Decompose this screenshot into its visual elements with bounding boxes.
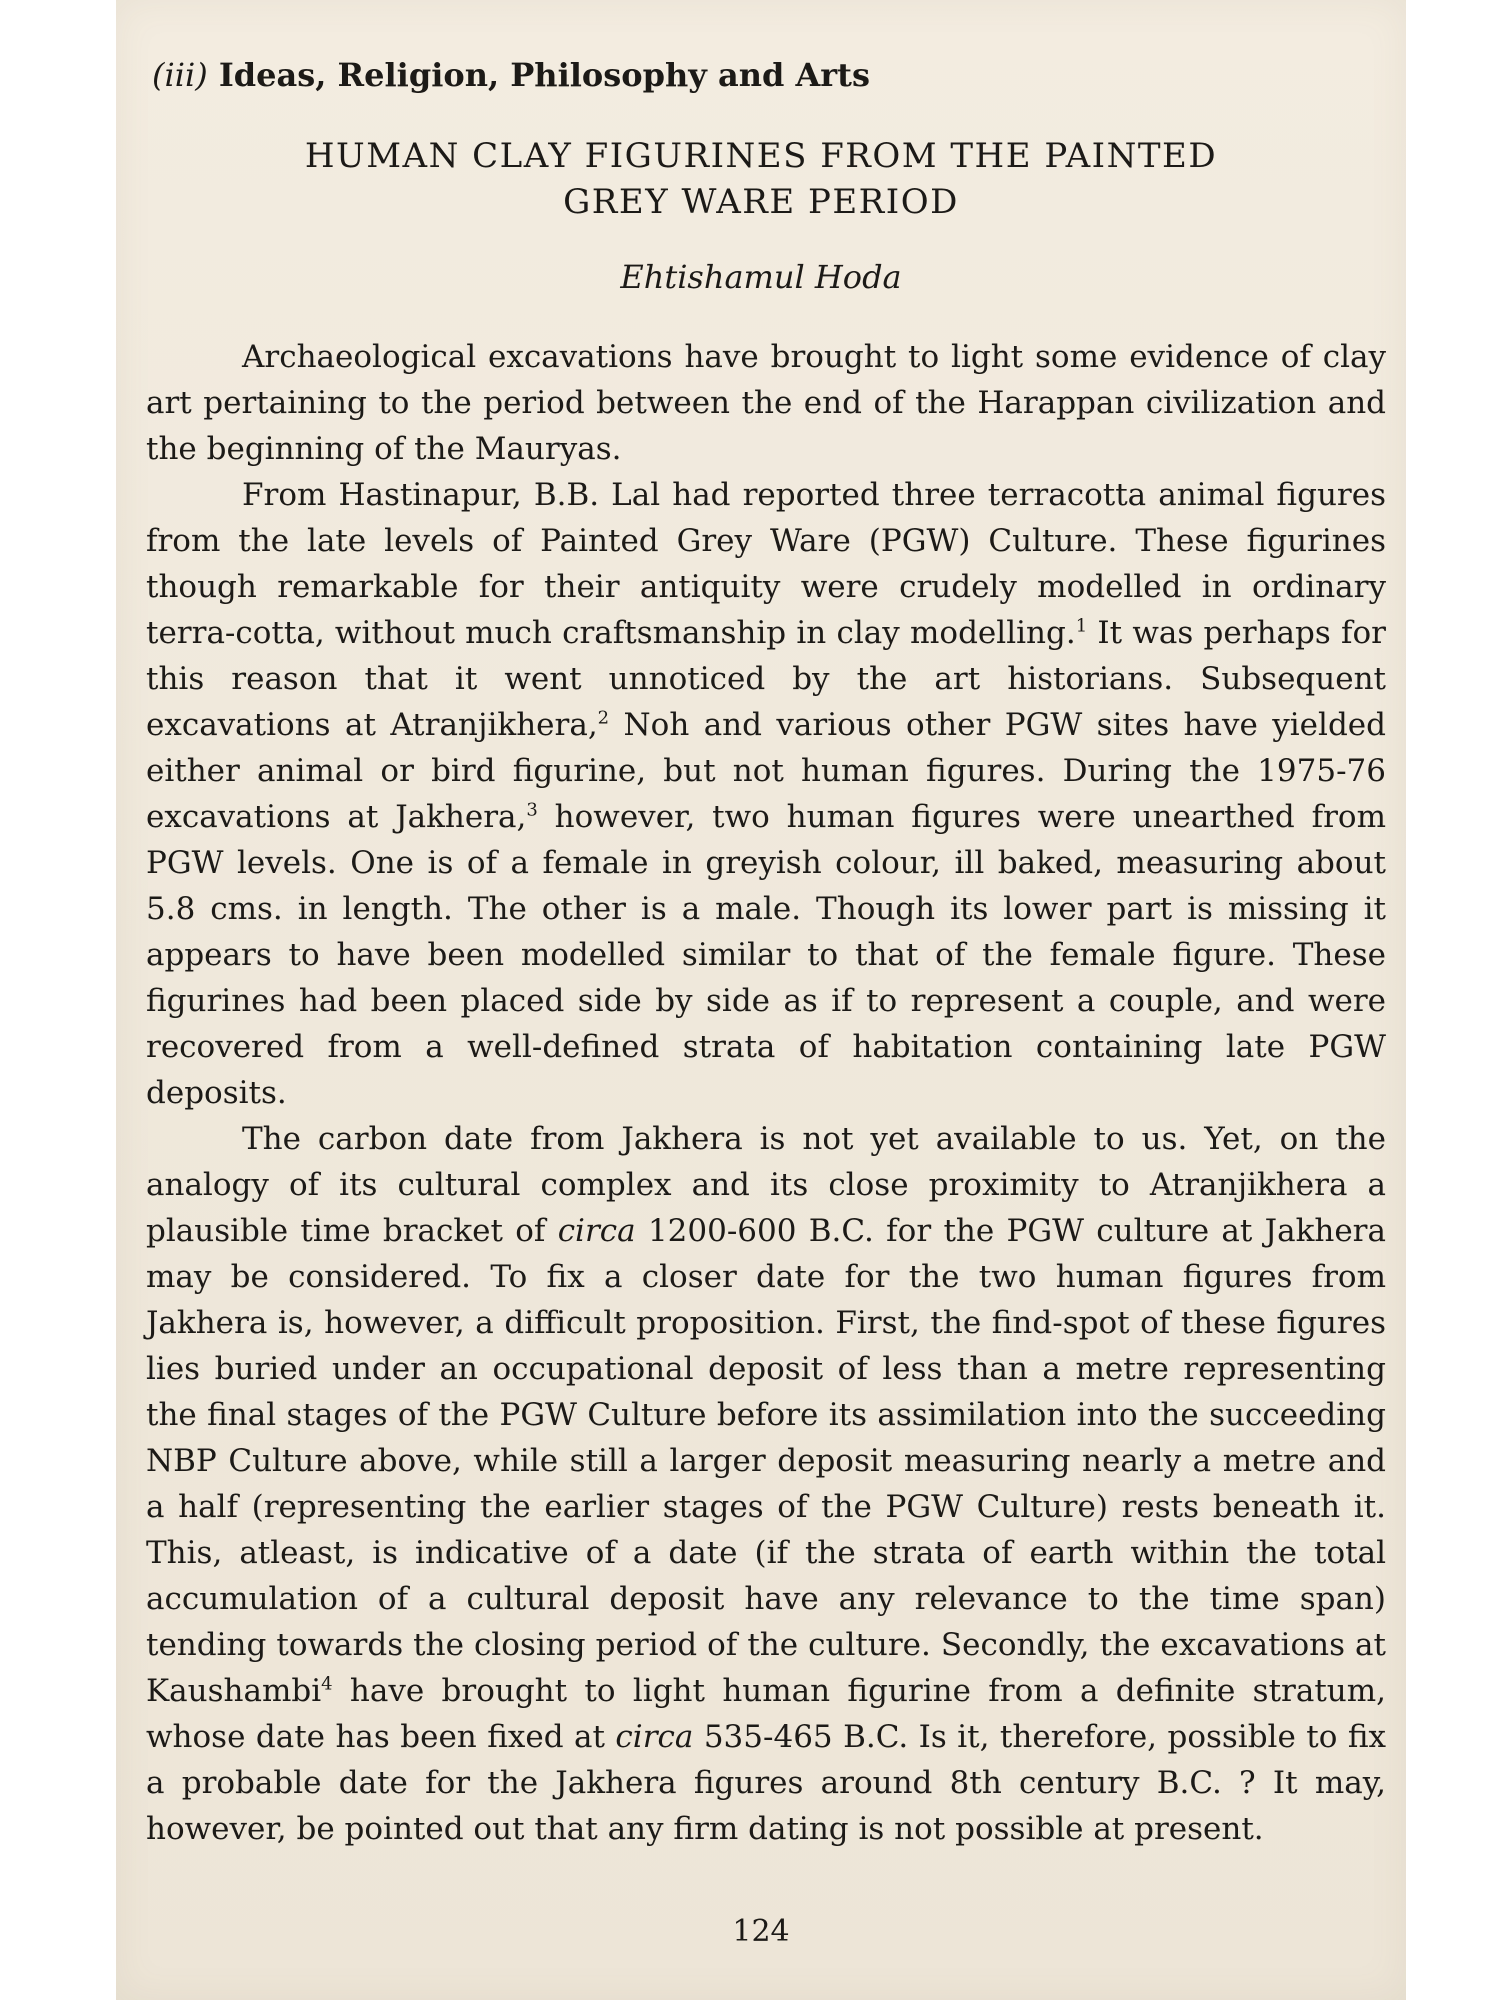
article-title-line-1: HUMAN CLAY FIGURINES FROM THE PAINTED [304, 136, 1218, 176]
page-number: 124 [732, 1914, 790, 1949]
paragraph-2-text-b: It was perhaps for this reason that it went unnoticed by the art historians. Subsequent excavations at Atranjikhera, [146, 615, 1386, 743]
paragraph-3-text-b: 1200-600 B.C. for the PGW culture at Jakhera may be considered. To fix a closer date for the two human figures from Jakhera is, however, a difficult proposition. First, the find-spot of these figures lies buried under an occupational deposit of less than a metre representing the final stages of the PGW Culture before its assimilation into the succeeding NBP Culture above, while still a larger deposit measuring nearly a metre and a half (representing the earlier stages of the PGW Culture) rests beneath it. This, atleast, is indicative of a date (if the strata of earth within the total accumulation of a cultural deposit have any relevance to the time span) tending towards the closing period of the culture. Secondly, the excavations at Kaushambi [146, 1213, 1386, 1709]
section-heading [152, 56, 870, 94]
paragraph-3-text-a: The carbon date from Jakhera is not yet available to us. Yet, on the analogy of its cultural complex and its close proximity to Atranjikhera a plausible time bracket of [146, 1121, 1386, 1249]
book-page [116, 0, 1406, 2000]
article-author: Ehtishamul Hoda [620, 258, 902, 296]
paragraph-2-text-c: Noh and various other PGW sites have yielded either animal or bird figurine, but not human figures. During the 1975-76 excavations at Jakhera, [146, 707, 1386, 835]
footnote-ref-3: 3 [526, 799, 538, 821]
footnote-ref-4: 4 [321, 1673, 333, 1695]
footnote-ref-2: 2 [597, 707, 610, 729]
paragraph-2-text-a: From Hastinapur, B.B. Lal had reported three terracotta animal figures from the late levels of Painted Grey Ware (PGW) Culture. These figurines though remarkable for their antiquity were crudely modelled in ordinary terra-cotta, without much craftsmanship in clay modelling. [146, 477, 1386, 651]
paragraph-1: Archaeological excavations have brought to light some evidence of clay art pertaining to the period between the end of the Harappan civilization and the beginning of the Mauryas. [146, 339, 1386, 467]
section-number: (iii) [152, 56, 208, 94]
section-label: Ideas, Religion, Philosophy and Arts [218, 56, 870, 94]
footnote-ref-1: 1 [1075, 615, 1088, 637]
article-body [146, 334, 1386, 1852]
article-title-line-2: GREY WARE PERIOD [563, 182, 959, 222]
circa-italic-1: circa [557, 1213, 636, 1249]
circa-italic-2: circa [615, 1719, 694, 1755]
paragraph-3 [146, 1116, 1386, 1852]
paragraph-3-text-c: have brought to light human figurine from a definite stratum, whose date has been fixed at [146, 1673, 1386, 1755]
paragraph-2-text-d: however, two human figures were unearthed from PGW levels. One is of a female in greyish colour, ill baked, measuring about 5.8 cms. in length. The other is a male. Though its lower part is missing it appears to have been modelled similar to that of the female figure. These figurines had been placed side by side as if to represent a couple, and were recovered from a well-defined strata of habitation containing late PGW deposits. [146, 799, 1386, 1111]
paragraph-3-text-d: 535-465 B.C. Is it, therefore, possible to fix a probable date for the Jakhera figures around 8th century B.C. ? It may, however, be pointed out that any firm dating is not possible at present. [146, 1719, 1387, 1847]
paragraph-2 [146, 472, 1386, 1116]
